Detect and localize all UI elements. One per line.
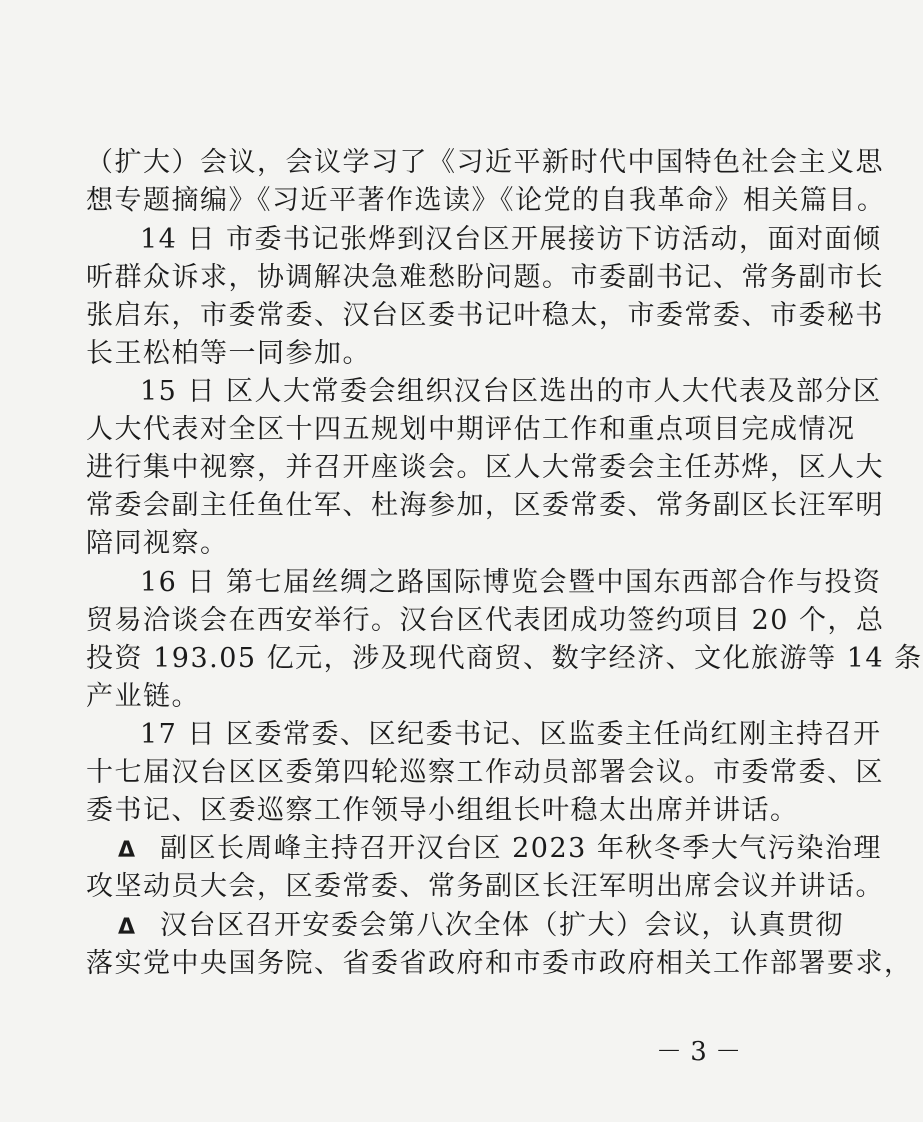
delta-marker-1: [118, 833, 138, 865]
text-line-14: 投资 193.05 亿元，涉及现代商贸、数字经济、文化旅游等 14 条: [86, 643, 923, 674]
page-number: － 3 －: [656, 1037, 742, 1067]
text-line-7: 15 日 区人大常委会组织汉台区选出的市人大代表及部分区: [140, 376, 882, 407]
delta-icon: Δ: [118, 838, 137, 863]
text-line-15: 产业链。: [86, 681, 200, 712]
text-line-19: 副区长周峰主持召开汉台区 2023 年秋冬季大气污染治理: [160, 833, 882, 864]
text-line-4: 听群众诉求，协调解决急难愁盼问题。市委副书记、常务副市长: [86, 262, 884, 293]
delta-icon: Δ: [118, 915, 137, 940]
text-line-2: 想专题摘编》《习近平著作选读》《论党的自我革命》相关篇目。: [86, 185, 886, 216]
text-line-22: 落实党中央国务院、省委省政府和市委市政府相关工作部署要求，: [86, 948, 913, 979]
text-line-13: 贸易洽谈会在西安举行。汉台区代表团成功签约项目 20 个，总: [86, 605, 885, 636]
text-line-10: 常委会副主任鱼仕军、杜海参加，区委常委、常务副区长汪军明: [86, 490, 884, 521]
text-line-18: 委书记、区委巡察工作领导小组组长叶稳太出席并讲话。: [86, 795, 799, 826]
text-line-11: 陪同视察。: [86, 528, 229, 559]
text-line-17: 十七届汉台区区委第四轮巡察工作动员部署会议。市委常委、区: [86, 757, 884, 788]
text-line-3: 14 日 市委书记张烨到汉台区开展接访下访活动，面对面倾: [140, 224, 882, 255]
text-line-20: 攻坚动员大会，区委常委、常务副区长汪军明出席会议并讲话。: [86, 871, 884, 902]
text-line-8: 人大代表对全区十四五规划中期评估工作和重点项目完成情况: [86, 414, 856, 445]
text-line-5: 张启东，市委常委、汉台区委书记叶稳太，市委常委、市委秘书: [86, 300, 884, 331]
text-line-21: 汉台区召开安委会第八次全体（扩大）会议，认真贯彻: [160, 910, 844, 941]
text-line-9: 进行集中视察，并召开座谈会。区人大常委会主任苏烨，区人大: [86, 452, 884, 483]
text-line-6: 长王松柏等一同参加。: [86, 338, 371, 369]
delta-marker-2: [118, 910, 138, 942]
text-line-1: （扩大）会议，会议学习了《习近平新时代中国特色社会主义思: [86, 147, 884, 178]
text-line-12: 16 日 第七届丝绸之路国际博览会暨中国东西部合作与投资: [140, 567, 882, 598]
text-line-16: 17 日 区委常委、区纪委书记、区监委主任尚红刚主持召开: [140, 719, 882, 750]
